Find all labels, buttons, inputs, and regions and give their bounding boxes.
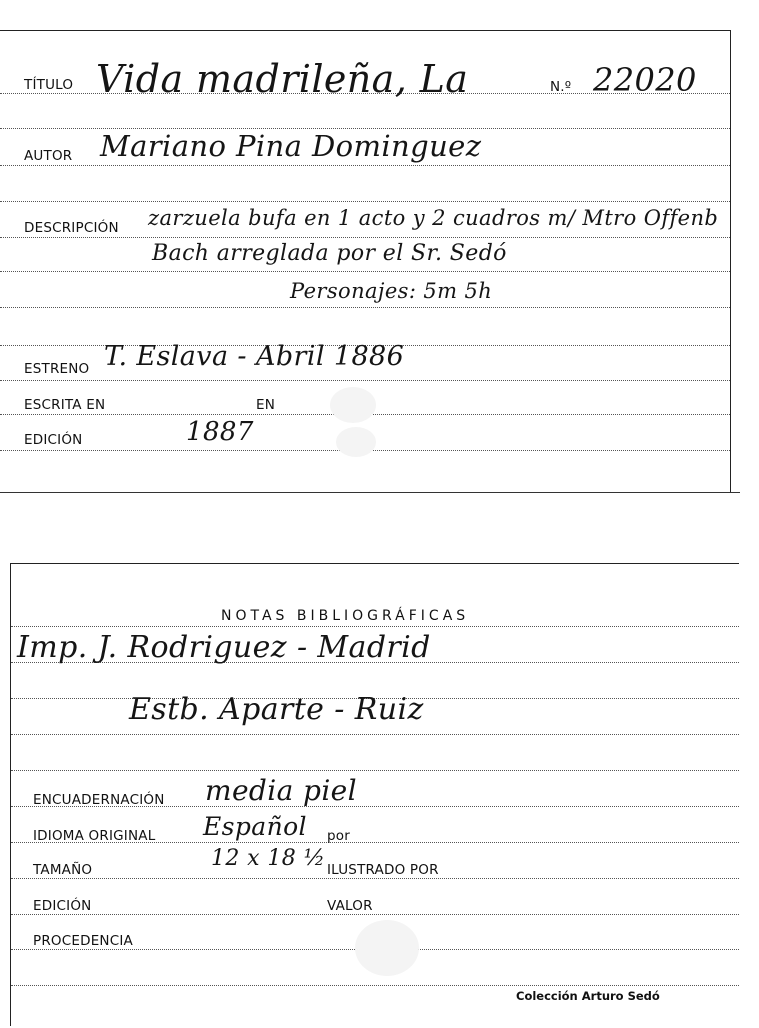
rule bbox=[11, 770, 739, 771]
rule bbox=[11, 734, 739, 735]
description-label: DESCRIPCIÓN bbox=[24, 220, 119, 236]
rule bbox=[11, 878, 739, 879]
value-label: VALOR bbox=[327, 898, 373, 914]
size-value: 12 x 18 ½ bbox=[211, 846, 326, 871]
binding-value: media piel bbox=[205, 774, 357, 807]
in-label: EN bbox=[256, 397, 276, 413]
rule bbox=[11, 626, 739, 627]
provenance-label: PROCEDENCIA bbox=[33, 933, 133, 949]
notes-line: Imp. J. Rodriguez - Madrid bbox=[17, 630, 431, 665]
written-label: ESCRITA EN bbox=[24, 397, 106, 413]
catalog-card-back bbox=[10, 563, 739, 1026]
premiere-value: T. Eslava - Abril 1886 bbox=[104, 341, 405, 372]
author-label: AUTOR bbox=[24, 148, 73, 164]
por-label: por bbox=[327, 828, 350, 844]
language-value: Español bbox=[203, 812, 307, 841]
size-label: TAMAÑO bbox=[33, 862, 93, 878]
rule bbox=[0, 307, 730, 308]
rule bbox=[0, 165, 730, 166]
erasure-mark bbox=[355, 920, 419, 976]
number-value: 22020 bbox=[593, 61, 697, 99]
rule bbox=[0, 271, 730, 272]
collection-footer: Colección Arturo Sedó bbox=[516, 989, 660, 1003]
description-line: Bach arreglada por el Sr. Sedó bbox=[152, 241, 507, 266]
notes-heading: NOTAS BIBLIOGRÁFICAS bbox=[221, 608, 470, 624]
edition-label-back: EDICIÓN bbox=[33, 898, 92, 914]
binding-label: ENCUADERNACIÓN bbox=[33, 792, 165, 808]
erasure-mark bbox=[330, 387, 376, 423]
title-label: TÍTULO bbox=[24, 77, 74, 93]
author-value: Mariano Pina Dominguez bbox=[100, 129, 482, 163]
rule bbox=[11, 914, 739, 915]
erasure-mark bbox=[336, 427, 376, 457]
premiere-label: ESTRENO bbox=[24, 361, 90, 377]
description-line: Personajes: 5m 5h bbox=[290, 279, 493, 303]
rule bbox=[0, 380, 730, 381]
language-label: IDIOMA ORIGINAL bbox=[33, 828, 156, 844]
illustrated-label: ILUSTRADO POR bbox=[327, 862, 439, 878]
title-value: Vida madrileña, La bbox=[96, 57, 469, 101]
card-front-bottom-edge bbox=[0, 492, 740, 493]
rule bbox=[0, 201, 730, 202]
number-label: N.º bbox=[550, 79, 572, 95]
edition-label: EDICIÓN bbox=[24, 432, 83, 448]
notes-line: Estb. Aparte - Ruiz bbox=[129, 692, 424, 727]
rule bbox=[11, 985, 739, 986]
edition-value: 1887 bbox=[186, 417, 254, 447]
description-line: zarzuela bufa en 1 acto y 2 cuadros m/ Mtro Offenb bbox=[148, 206, 719, 230]
rule bbox=[0, 237, 730, 238]
catalog-card-front bbox=[0, 30, 731, 493]
